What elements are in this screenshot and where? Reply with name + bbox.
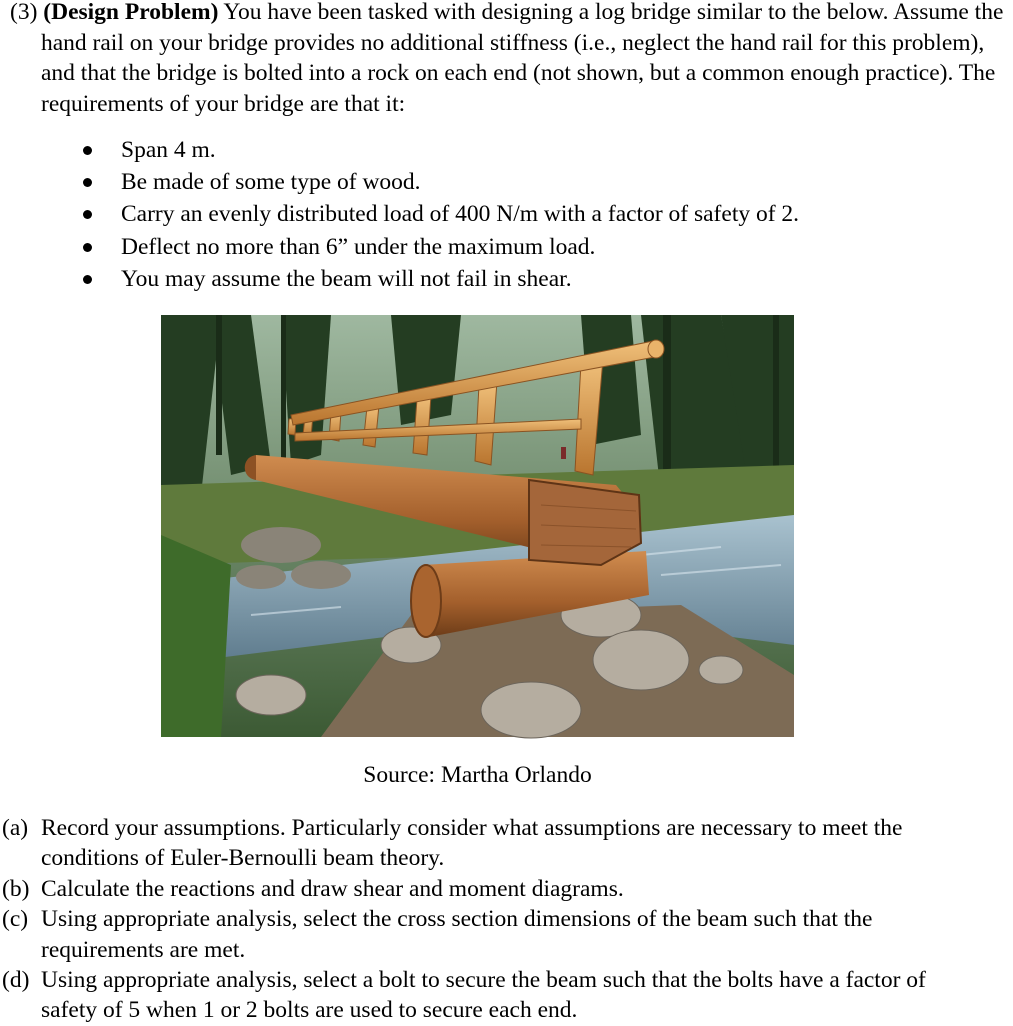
part-label: (d) [2, 967, 30, 994]
requirement-text: Span 4 m. [121, 137, 216, 163]
part-text: Record your assumptions. Particularly consider what assumptions are necessary to meet the conditions of Euler-Bernoulli beam theory. [41, 815, 903, 872]
requirement-item [0, 198, 985, 230]
part-label: (c) [2, 906, 29, 933]
problem-statement [10, 0, 1013, 119]
requirements-list [0, 134, 985, 295]
requirement-text: You may assume the beam will not fail in shear. [121, 265, 572, 292]
requirement-item [0, 231, 985, 263]
requirement-item [0, 134, 985, 166]
problem-title: (Design Problem) [43, 0, 219, 25]
requirement-text: Carry an evenly distributed load of 400 N/m with a factor of safety of 2. [121, 201, 800, 228]
problem-number: (3) [10, 0, 38, 25]
part-label: (b) [2, 875, 30, 902]
part-text: Using appropriate analysis, select a bolt to secure the beam such that the bolts have a factor of safety of 5 when 1 or 2 bolts are used to secure each end. [41, 967, 926, 1024]
bullet-icon [83, 178, 92, 187]
bullet-icon [83, 275, 92, 284]
part-text: Calculate the reactions and draw shear and moment diagrams. [41, 875, 624, 902]
requirement-item [0, 263, 985, 295]
problem-intro-rest: below. Assume the hand rail on your bridge provides no additional stiffness (i.e., neglect the hand rail for this problem), and that the bridge is bolted into a rock on each end (not shown, but a common enough practice). The requirements of your bridge are that it: [41, 0, 1004, 117]
question-part [0, 965, 981, 1026]
log-bridge-photo [161, 315, 794, 737]
bullet-icon [83, 243, 92, 252]
problem-intro-line1: You have been tasked with designing a log bridge similar to the [218, 0, 821, 25]
figure-caption: Source: Martha Orlando [363, 762, 592, 788]
requirement-item [0, 166, 985, 198]
question-parts [0, 813, 985, 1026]
log-bridge-illustration [161, 315, 794, 737]
part-label: (a) [2, 815, 29, 841]
part-text: Using appropriate analysis, select the cross section dimensions of the beam such that the requirements are met. [41, 906, 873, 963]
requirement-text: Be made of some type of wood. [121, 169, 421, 196]
bullet-icon [83, 210, 92, 219]
question-part [0, 874, 981, 904]
question-part [0, 813, 981, 874]
requirement-text: Deflect no more than 6” under the maximum load. [121, 233, 596, 260]
bullet-icon [83, 146, 92, 155]
question-part [0, 904, 981, 965]
